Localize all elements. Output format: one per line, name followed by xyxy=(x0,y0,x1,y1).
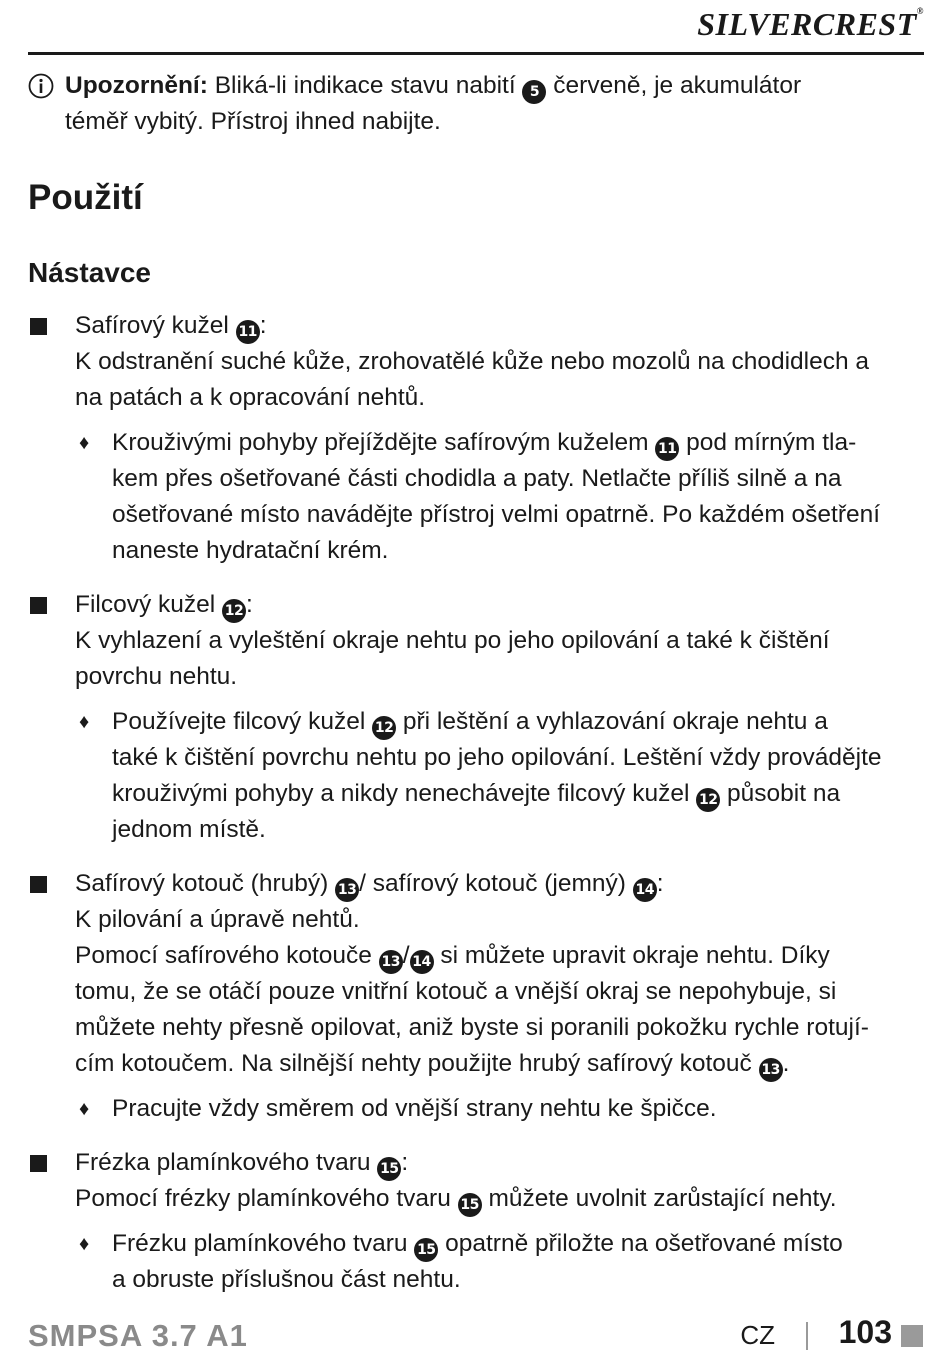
ref-number: 13 xyxy=(335,878,359,902)
page-content xyxy=(28,68,918,1298)
section-title: Použití xyxy=(28,178,143,217)
instruction-step: ♦ Používejte filcový kužel 12 při leštění a vyhlazování okraje nehtu a také k čištění povrchu nehtu po jeho opilování. Leštění vždy provádějte krouživými pohyby a nikdy nenechávejte filcový kužel 12 působit na jednom místě. xyxy=(75,704,918,848)
ref-number: 5 xyxy=(522,80,546,104)
page-number: 103 xyxy=(838,1314,892,1350)
header-rule xyxy=(28,52,924,55)
diamond-icon: ♦ xyxy=(79,711,90,733)
warning-note: Upozornění: Bliká-li indikace stavu nabití 5 červeně, je akumulátor téměř vybitý. Přístroj ihned nabijte. xyxy=(28,68,918,140)
note-label: Upozornění: xyxy=(65,72,208,99)
instruction-step: ♦ Pracujte vždy směrem od vnější strany nehtu ke špičce. xyxy=(75,1091,918,1127)
bullet-square xyxy=(30,1155,47,1172)
ref-number: 14 xyxy=(633,878,657,902)
ref-number: 11 xyxy=(655,437,679,461)
instruction-step: ♦ Frézku plamínkového tvaru 15 opatrně přiložte na ošetřované místo a obruste příslušnou část nehtu. xyxy=(75,1226,918,1298)
list-item: Filcový kužel 12 : K vyhlazení a vyleštění okraje nehtu po jeho opilování a také k čištění povrchu nehtu. ♦ Používejte filcový kužel 12 při leštění a vyhlazování okraje nehtu a také k čištění povrchu nehtu po jeho opilování. Leštění vždy provádějte krouživými pohyby a nikdy nenechávejte filcový kužel 12 působit na jednom místě. xyxy=(28,587,918,848)
ref-number: 12 xyxy=(696,788,720,812)
ref-number: 13 xyxy=(759,1058,783,1082)
ref-number: 15 xyxy=(458,1193,482,1217)
diamond-icon: ♦ xyxy=(79,1233,90,1255)
diamond-icon: ♦ xyxy=(79,432,90,454)
list-item: Safírový kužel 11 : K odstranění suché kůže, zrohovatělé kůže nebo mozolů na chodidlech a na patách a k opracování nehtů. ♦ Krouživými pohyby přejíždějte safírovým kuželem 11 pod mírným tla- kem přes ošetřované části chodidla a paty. Netlačte příliš silně a na ošetřované místo navádějte přístroj velmi opatrně. Po každém ošetření naneste hydratační krém. xyxy=(28,308,918,569)
footer-language: CZ xyxy=(740,1320,775,1350)
instruction-step: ♦ Krouživými pohyby přejíždějte safírovým kuželem 11 pod mírným tla- kem přes ošetřované části chodidla a paty. Netlačte příliš silně a na ošetřované místo navádějte přístroj velmi opatrně. Po každém ošetření naneste hydratační krém. xyxy=(75,425,918,569)
ref-number: 12 xyxy=(372,716,396,740)
footer-model: SMPSA 3.7 A1 xyxy=(28,1318,248,1353)
diamond-icon: ♦ xyxy=(79,1098,90,1120)
ref-number: 11 xyxy=(236,320,260,344)
ref-number: 15 xyxy=(414,1238,438,1262)
bullet-square xyxy=(30,876,47,893)
footer-square xyxy=(901,1325,923,1347)
ref-number: 15 xyxy=(377,1157,401,1181)
list-item: Safírový kotouč (hrubý) 13 / safírový kotouč (jemný) 14 : K pilování a úpravě nehtů. Pomocí safírového kotouče 13 / 14 si můžete upravit okraje nehtu. Díky tomu, že se otáčí pouze vnitřní kotouč a vnější okraj se nepohybuje, si můžete nehty přesně opilovat, aniž byste si poranili pokožku rychle rotují- cím kotoučem. Na silnější nehty použijte hrubý safírový kotouč 13 . ♦ Pracujte vždy směrem od vnější strany nehtu ke špičce. xyxy=(28,866,918,1127)
footer-divider xyxy=(806,1322,808,1350)
ref-number: 13 xyxy=(379,950,403,974)
brand-logo: SILVERCREST® xyxy=(697,6,924,42)
list-item: Frézka plamínkového tvaru 15 : Pomocí frézky plamínkového tvaru 15 můžete uvolnit zarůstající nehty. ♦ Frézku plamínkového tvaru 15 opatrně přiložte na ošetřované místo a obruste příslušnou část nehtu. xyxy=(28,1145,918,1298)
info-icon xyxy=(28,73,54,99)
ref-number: 14 xyxy=(410,950,434,974)
bullet-square xyxy=(30,597,47,614)
subsection-title: Nástavce xyxy=(28,257,151,288)
bullet-square xyxy=(30,318,47,335)
ref-number: 12 xyxy=(222,599,246,623)
